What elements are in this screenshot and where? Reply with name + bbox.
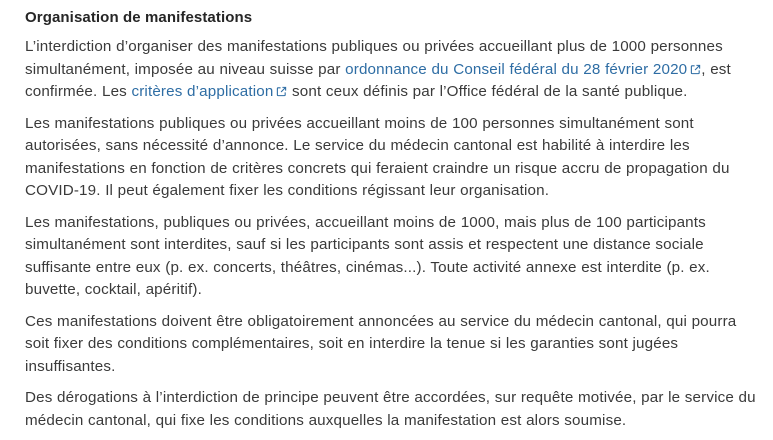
paragraph-moins-de-1000: Les manifestations, publiques ou privées, accueillant moins de 1000, mais plus de 100 participants simultanément sont interdites, sauf si les participants sont assis et respectent une distance sociale suffisante entre eux (p. ex. concerts, théâtres, cinémas...). Toute activité annexe est interdite (p. ex. buvette, cocktail, apéritif). bbox=[25, 213, 710, 298]
section-title: Organisation de manifestations bbox=[25, 9, 253, 26]
ordonnance-link-label[interactable]: ordonnance du Conseil fédéral du 28 février 2020 bbox=[345, 60, 688, 78]
ordonnance-link[interactable] bbox=[345, 61, 701, 78]
criteres-application-link[interactable] bbox=[131, 83, 287, 100]
paragraph-interdiction bbox=[25, 36, 765, 104]
article-section bbox=[25, 0, 765, 432]
paragraph-derogations: Des dérogations à l’interdiction de principe peuvent être accordées, sur requête motivée, par le service du médecin cantonal, qui fixe les conditions auxquelles la manifestation est alors soumise. bbox=[25, 389, 756, 429]
paragraph-annonce-obligatoire: Ces manifestations doivent être obligatoirement annoncées au service du médecin cantonal, qui pourra soit fixer des conditions complémentaires, soit en interdire la tenue si les garanties sont jugées insuffisantes. bbox=[25, 312, 737, 375]
paragraph-moins-de-100: Les manifestations publiques ou privées accueillant moins de 100 personnes simultanément sont autorisées, sans nécessité d’annonce. Le service du médecin cantonal est habilité à interdire les manifestations en fonction de critères concrets qui feraient craindre un risque accru de propagation du COVID-19. Il peut également fixer les conditions régissant leur organisation. bbox=[25, 114, 730, 199]
paragraph-text: L’interdiction d’organiser des manifestations publiques ou privées accueillant plus de 1000 personnes simultanément, imposée au niveau suisse par bbox=[25, 38, 723, 78]
paragraph-text: , est confirmée. Les bbox=[25, 60, 731, 100]
external-link-icon bbox=[690, 64, 701, 75]
paragraph-text: sont ceux définis par l’Office fédéral de la santé publique. bbox=[287, 83, 688, 100]
external-link-icon bbox=[276, 86, 287, 97]
criteres-application-link-label[interactable]: critères d’application bbox=[131, 83, 274, 100]
